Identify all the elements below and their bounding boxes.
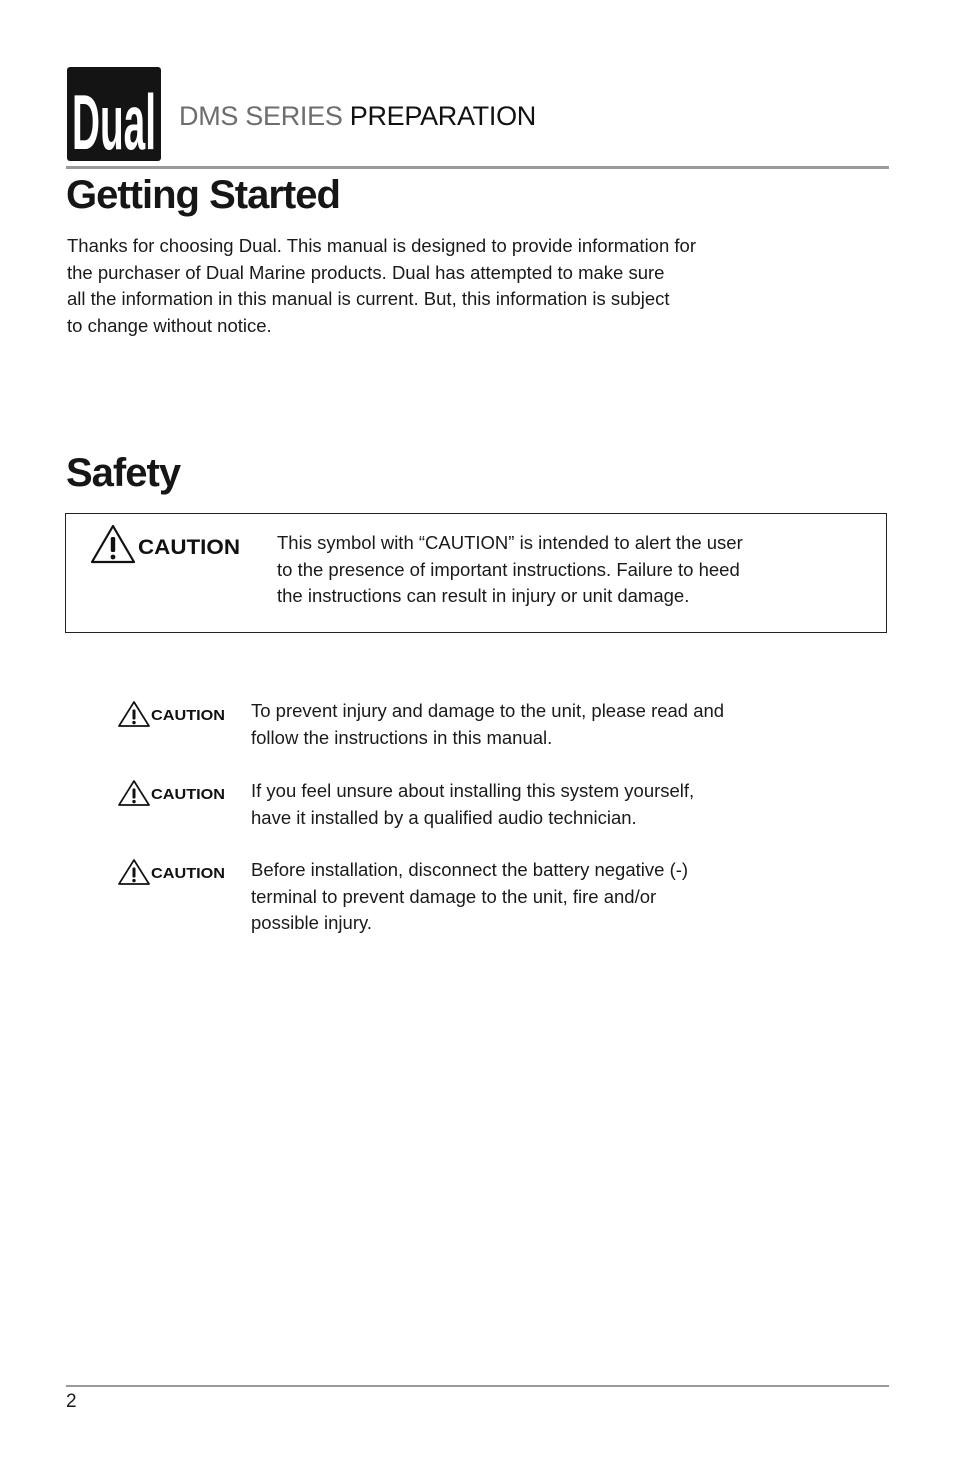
caution-label: CAUTION <box>151 707 225 724</box>
intro-line: Thanks for choosing Dual. This manual is designed to provide information for <box>67 235 696 256</box>
warning-triangle-icon <box>119 781 149 805</box>
footer-divider <box>66 1385 889 1387</box>
caution-item-text <box>251 857 851 937</box>
caution-item-line: possible injury. <box>251 912 372 933</box>
dual-logo-icon <box>67 67 161 161</box>
caution-box-line: to the presence of important instructions. Failure to heed <box>277 558 740 580</box>
safety-heading: Safety <box>66 451 181 495</box>
logo-text: Dual <box>72 78 156 161</box>
intro-line: all the information in this manual is current. But, this information is subject <box>67 288 670 310</box>
warning-triangle-icon <box>119 860 149 884</box>
caution-item-line: To prevent injury and damage to the unit, please read and <box>251 700 725 721</box>
getting-started-text <box>67 233 827 340</box>
caution-box-line: the instructions can result in injury or unit damage. <box>277 585 690 606</box>
dual-logo-mark <box>67 67 161 161</box>
caution-item-line: terminal to prevent damage to the unit, fire and/or <box>251 885 657 907</box>
caution-item-text <box>251 778 851 831</box>
intro-line: the purchaser of Dual Marine products. Dual has attempted to make sure <box>67 261 665 283</box>
intro-line: to change without notice. <box>67 315 272 337</box>
page-number: 2 <box>66 1391 77 1412</box>
header-series: DMS SERIES <box>179 101 343 131</box>
caution-badge <box>118 700 228 728</box>
caution-explanation-text <box>277 530 857 610</box>
caution-item-line: have it installed by a qualified audio technician. <box>251 806 637 828</box>
caution-badge <box>118 858 228 886</box>
caution-item-line: Before installation, disconnect the battery negative (-) <box>251 859 689 880</box>
caution-label: CAUTION <box>151 786 225 803</box>
caution-label: CAUTION <box>151 865 225 882</box>
caution-box-line: This symbol with “CAUTION” is intended to alert the user <box>277 532 743 553</box>
caution-item-line: If you feel unsure about installing this system yourself, <box>251 780 695 801</box>
caution-label: CAUTION <box>138 536 240 559</box>
header-title <box>179 101 536 132</box>
warning-triangle-icon <box>92 526 134 562</box>
header-section: PREPARATION <box>349 101 536 131</box>
caution-badge-large <box>90 523 244 565</box>
caution-badge <box>118 779 228 807</box>
getting-started-heading: Getting Started <box>66 173 340 217</box>
warning-triangle-icon <box>119 702 149 726</box>
caution-item-text <box>251 698 851 751</box>
header-divider <box>66 166 889 169</box>
caution-item-line: follow the instructions in this manual. <box>251 726 553 748</box>
